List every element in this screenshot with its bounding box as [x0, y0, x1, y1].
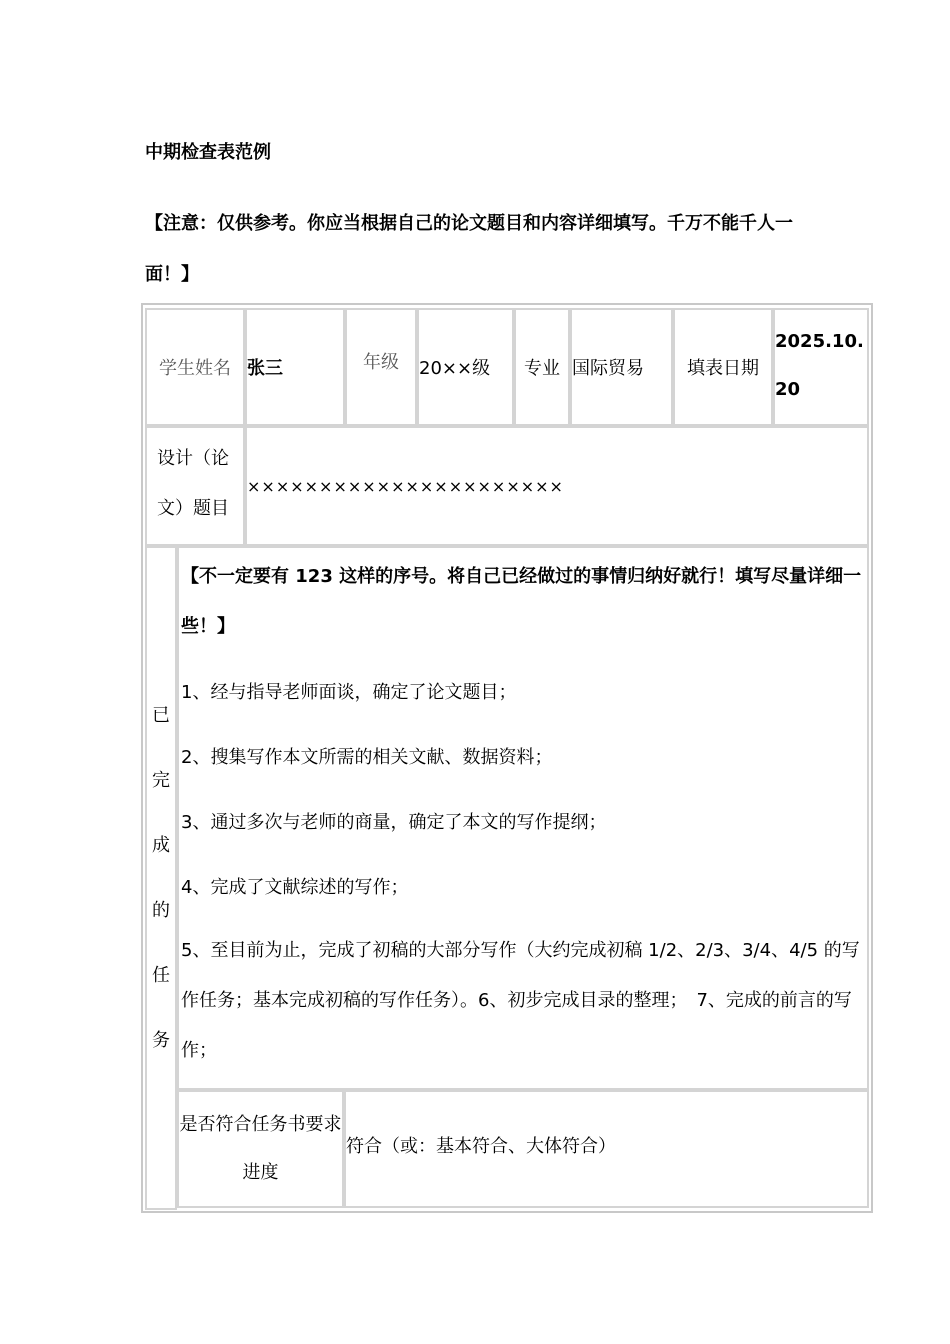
label-char: 务	[152, 1030, 170, 1051]
progress-value: 符合（或：基本符合、大体符合）	[344, 1090, 869, 1208]
task-item: 5、至目前为止，完成了初稿的大部分写作（大约完成初稿 1/2、2/3、3/4、4/5 的写作任务；基本完成初稿的写作任务）。6、初步完成目录的整理； 7、完成的前言的写作；	[181, 940, 860, 1061]
notice-text: 【注意：仅供参考。你应当根据自己的论文题目和内容详细填写。千万不能千人一面！】	[145, 213, 793, 285]
task-item: 4、完成了文献综述的写作；	[181, 877, 409, 898]
date-label: 填表日期	[673, 308, 773, 426]
tasks-hint: 【不一定要有 123 这样的序号。将自己已经做过的事情归纳好就行！填写尽量详细一些！】	[181, 566, 862, 637]
label-char: 已	[152, 705, 170, 726]
date-value: 2025.10.20	[773, 308, 869, 426]
major-value: 国际贸易	[570, 308, 673, 426]
label-char: 完	[152, 770, 170, 791]
topic-label: 设计（论文）题目	[145, 426, 245, 546]
task-item: 1、经与指导老师面谈，确定了论文题目；	[181, 682, 517, 703]
page-title: 中期检查表范例	[145, 142, 271, 163]
student-name-value: 张三	[245, 308, 345, 426]
grade-label: 年级	[345, 308, 417, 426]
completed-tasks-content	[177, 546, 869, 1090]
topic-value: ××××××××××××××××××××××	[245, 426, 869, 546]
student-name-label: 学生姓名	[145, 308, 245, 426]
label-char: 的	[152, 900, 170, 921]
label-char: 成	[152, 835, 170, 856]
progress-label: 是否符合任务书要求进度	[177, 1090, 344, 1208]
task-item: 2、搜集写作本文所需的相关文献、数据资料；	[181, 747, 553, 768]
label-char: 任	[152, 965, 170, 986]
task-item: 3、通过多次与老师的商量，确定了本文的写作提纲；	[181, 812, 607, 833]
major-label: 专业	[514, 308, 570, 426]
grade-value: 20××级	[417, 308, 514, 426]
completed-tasks-label	[145, 546, 177, 1210]
